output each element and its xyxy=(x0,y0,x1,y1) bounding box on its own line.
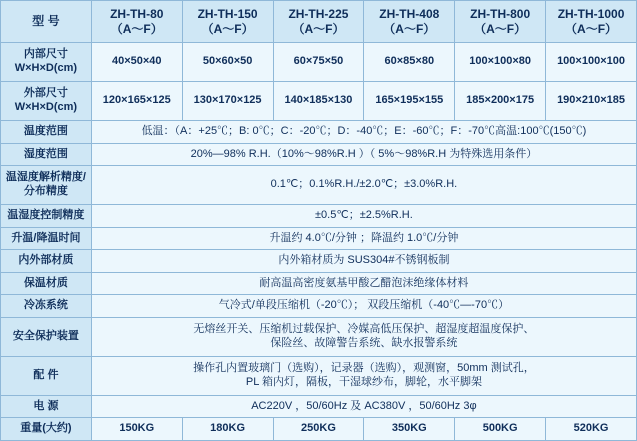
safety-devices-line-2: 保险丝、故障警告系统、缺水报警系统 xyxy=(270,336,458,349)
insulation-material-value: 耐高温高密度氨基甲酸乙醋泡沫绝缘体材料 xyxy=(91,272,636,295)
resolution-label-2: 分布精度 xyxy=(23,185,68,198)
outer-size-value-2: 130×170×125 xyxy=(182,82,273,121)
table-header-row xyxy=(1,1,637,43)
power-value: AC220V ，50/60Hz 及 AC380V ，50/60Hz 3φ xyxy=(91,395,636,418)
row-label-temp-range: 温度范围 xyxy=(1,121,92,144)
inner-size-value-2: 50×60×50 xyxy=(182,43,273,82)
outer-size-value-4: 165×195×155 xyxy=(364,82,455,121)
model-name: ZH-TH-1000 xyxy=(557,6,625,21)
inner-size-value-6: 100×100×100 xyxy=(546,43,637,82)
row-cooling-system xyxy=(1,295,637,318)
row-label-accessories: 配 件 xyxy=(1,356,92,395)
header-model-5 xyxy=(455,1,546,43)
row-label-safety-devices: 安全保护装置 xyxy=(1,317,92,356)
outer-size-value-6: 190×210×185 xyxy=(546,82,637,121)
inner-size-label-2: W×H×D(cm) xyxy=(14,62,78,75)
row-control-precision xyxy=(1,205,637,228)
row-resolution xyxy=(1,166,637,205)
model-range: （A～F） xyxy=(110,21,163,36)
row-label-resolution xyxy=(1,166,92,205)
row-safety-devices xyxy=(1,317,637,356)
resolution-value: 0.1℃；0.1%R.H./±2.0℃；±3.0%R.H. xyxy=(91,166,636,205)
model-range: （A～F） xyxy=(565,21,618,36)
weight-value-4: 350KG xyxy=(364,418,455,441)
model-name: ZH-TH-408 xyxy=(379,6,440,21)
model-name: ZH-TH-80 xyxy=(110,6,164,21)
accessories-value xyxy=(91,356,636,395)
model-name: ZH-TH-225 xyxy=(288,6,349,21)
weight-value-6: 520KG xyxy=(546,418,637,441)
safety-devices-line-1: 无熔丝开关、压缩机过载保护、冷媒高低压保护、超湿度超温度保护、 xyxy=(193,323,535,336)
weight-value-5: 500KG xyxy=(455,418,546,441)
header-model-4 xyxy=(364,1,455,43)
inner-outer-material-value: 内外箱材质为 SUS304#不锈钢板制 xyxy=(91,250,636,273)
row-insulation-material xyxy=(1,272,637,295)
row-label-humidity-range: 湿度范围 xyxy=(1,143,92,166)
accessories-line-1: 操作孔内置玻璃门（选购），记录器（选购），观测窗，50mm 测试孔， xyxy=(193,362,535,375)
model-range: （A～F） xyxy=(201,21,254,36)
resolution-label-1: 温湿度解析精度/ xyxy=(5,171,86,184)
model-range: （A～F） xyxy=(474,21,527,36)
outer-size-label-2: W×H×D(cm) xyxy=(14,101,78,114)
header-model-label: 型 号 xyxy=(1,1,92,43)
temp-range-high: 高温:100℃(150℃) xyxy=(495,124,587,137)
row-heat-cool-time xyxy=(1,227,637,250)
row-temp-range xyxy=(1,121,637,144)
cooling-system-value: 气冷式/单段压缩机（-20℃）； 双段压缩机（-40℃—-70℃） xyxy=(91,295,636,318)
row-weight xyxy=(1,418,637,441)
header-model-2 xyxy=(182,1,273,43)
weight-value-1: 150KG xyxy=(91,418,182,441)
header-model-1 xyxy=(91,1,182,43)
humidity-range-value: 20%—98% R.H.（10%～98%R.H ）（ 5%～98%R.H 为特殊选用条件） xyxy=(91,143,636,166)
weight-value-3: 250KG xyxy=(273,418,364,441)
heat-cool-time-value: 升温约 4.0℃/分钟 ；降温约 1.0℃/分钟 xyxy=(91,227,636,250)
row-label-weight: 重量(大约) xyxy=(1,418,92,441)
inner-size-value-5: 100×100×80 xyxy=(455,43,546,82)
inner-size-value-4: 60×85×80 xyxy=(364,43,455,82)
safety-devices-value xyxy=(91,317,636,356)
row-accessories xyxy=(1,356,637,395)
temp-range-low: 低温：（A：+25℃；B: 0℃；C：-20℃；D：-40℃；E：-60℃；F：-70℃ xyxy=(141,124,496,137)
outer-size-label-1: 外部尺寸 xyxy=(23,87,68,100)
row-inner-size xyxy=(1,43,637,82)
header-model-3 xyxy=(273,1,364,43)
row-label-insulation-material: 保温材质 xyxy=(1,272,92,295)
inner-size-value-3: 60×75×50 xyxy=(273,43,364,82)
model-range: （A～F） xyxy=(383,21,436,36)
row-inner-outer-material xyxy=(1,250,637,273)
row-label-cooling-system: 冷冻系统 xyxy=(1,295,92,318)
model-name: ZH-TH-800 xyxy=(470,6,531,21)
control-precision-value: ±0.5℃；±2.5%R.H. xyxy=(91,205,636,228)
row-outer-size xyxy=(1,82,637,121)
row-label-power: 电 源 xyxy=(1,395,92,418)
row-label-outer-size xyxy=(1,82,92,121)
inner-size-value-1: 40×50×40 xyxy=(91,43,182,82)
row-power xyxy=(1,395,637,418)
temp-range-value xyxy=(91,121,636,144)
header-model-6 xyxy=(546,1,637,43)
model-range: （A～F） xyxy=(292,21,345,36)
weight-value-2: 180KG xyxy=(182,418,273,441)
outer-size-value-3: 140×185×130 xyxy=(273,82,364,121)
inner-size-label-1: 内部尺寸 xyxy=(23,48,68,61)
row-label-inner-size xyxy=(1,43,92,82)
outer-size-value-1: 120×165×125 xyxy=(91,82,182,121)
row-label-heat-cool-time: 升温/降温时间 xyxy=(1,227,92,250)
outer-size-value-5: 185×200×175 xyxy=(455,82,546,121)
model-name: ZH-TH-150 xyxy=(197,6,258,21)
accessories-line-2: PL 箱内灯，隔板，干湿球纱布，脚轮，水平脚架 xyxy=(245,375,482,388)
row-label-inner-outer-material: 内外部材质 xyxy=(1,250,92,273)
row-label-control-precision: 温湿度控制精度 xyxy=(1,205,92,228)
row-humidity-range xyxy=(1,143,637,166)
